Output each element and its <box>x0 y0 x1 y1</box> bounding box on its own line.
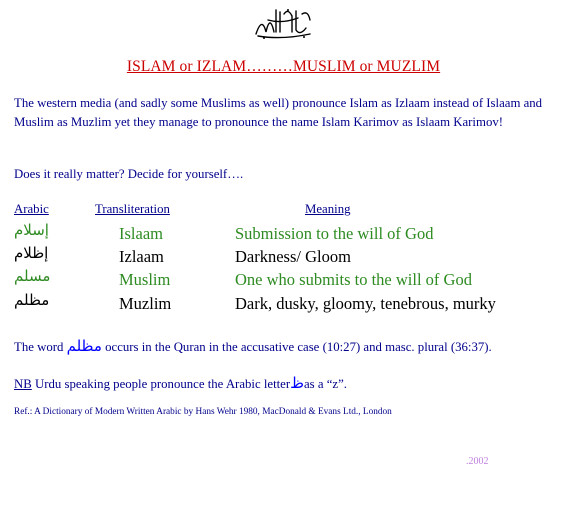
arabic-column-header: Arabic <box>14 202 49 216</box>
nb-label: NB <box>14 377 32 391</box>
table-row <box>0 291 567 316</box>
transliteration-word: Muzlim <box>119 294 172 313</box>
transliteration-word: Izlaam <box>119 247 164 266</box>
nb-arabic-letter: ظ <box>290 374 304 392</box>
table-row <box>0 244 567 269</box>
arabic-word: إسلام <box>14 221 49 239</box>
page-title: ISLAM or IZLAM………MUSLIM or MUZLIM <box>126 58 441 75</box>
word-note-suffix: occurs in the Quran in the accusative case (10:27) and masc. plural (36:37). <box>105 340 492 354</box>
arabic-word: إظلام <box>14 244 49 262</box>
table-row <box>0 267 567 292</box>
meaning-text: Darkness/ Gloom <box>235 247 351 266</box>
arabic-word: مظلم <box>14 291 50 309</box>
meaning-text: Dark, dusky, gloomy, tenebrous, murky <box>235 294 496 313</box>
nb-note <box>14 374 347 392</box>
meaning-text: Submission to the will of God <box>235 224 434 243</box>
transliteration-column-header: Transliteration <box>95 202 170 216</box>
nb-text-after: as a “z”. <box>304 377 347 391</box>
calligraphy-logo-icon <box>252 6 314 40</box>
nb-text-before: Urdu speaking people pronounce the Arabic letter <box>34 377 291 391</box>
year-mark: .2002 <box>466 456 489 467</box>
word-note-arabic: مظلم <box>66 337 102 355</box>
intro-paragraph: The western media (and sadly some Muslims as well) pronounce Islam as Izlaam instead of Islaam and Muslim as Muzlim yet they manage to pronounce the name Islam Karimov as Islaam Karimov! <box>14 96 543 129</box>
table-row <box>0 221 567 246</box>
word-note-prefix: The word <box>14 340 64 354</box>
meaning-text: One who submits to the will of God <box>235 270 472 289</box>
reference-note: Ref.: A Dictionary of Modern Written Arabic by Hans Wehr 1980, MacDonald & Evans Ltd., London <box>14 407 392 417</box>
transliteration-word: Islaam <box>119 224 163 243</box>
meaning-column-header: Meaning <box>305 202 351 216</box>
transliteration-word: Muslim <box>119 270 171 289</box>
arabic-word: مسلم <box>14 267 51 285</box>
word-note-paragraph <box>14 337 554 357</box>
question-text: Does it really matter? Decide for yourself…. <box>14 167 244 181</box>
